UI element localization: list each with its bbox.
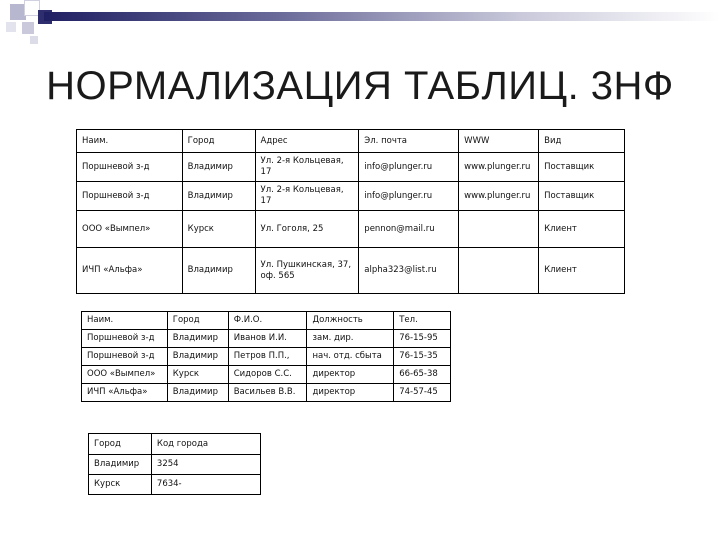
decor-square [22,22,34,34]
table-cell: нач. отд. сбыта [307,348,394,366]
table-cell: 76-15-35 [394,348,451,366]
column-header: Наим. [77,130,183,153]
table-row [82,384,451,402]
table-cell: Курск [89,475,152,495]
table-row [77,182,625,211]
table-cell: Владимир [167,384,228,402]
header-gradient-bar [44,12,720,21]
column-header: Код города [151,434,260,455]
organizations-table [76,129,625,294]
table-cell: Ул. Гоголя, 25 [255,211,359,248]
table-cell: директор [307,366,394,384]
table-cell: 74-57-45 [394,384,451,402]
table-row [77,211,625,248]
table-cell: Поршневой з-д [77,182,183,211]
table-cell: Клиент [539,211,625,248]
table-cell: Ул. 2-я Кольцевая, 17 [255,182,359,211]
table-row [77,153,625,182]
table-cell: ООО «Вымпел» [82,366,168,384]
table-cell: info@plunger.ru [359,153,459,182]
table-cell: Владимир [182,153,255,182]
table-row [82,366,451,384]
decor-square [6,22,16,32]
table-header-row [77,130,625,153]
table-cell: Владимир [167,330,228,348]
contacts-table [81,311,451,402]
table-cell: Петров П.П., [228,348,307,366]
table-row [82,348,451,366]
table-header-row [89,434,261,455]
table-cell: 76-15-95 [394,330,451,348]
table-cell: pennon@mail.ru [359,211,459,248]
table-cell: Поршневой з-д [82,348,168,366]
table-cell: Клиент [539,248,625,294]
table-cell: Владимир [167,348,228,366]
table-cell: Поршневой з-д [77,153,183,182]
table-cell: alpha323@list.ru [359,248,459,294]
column-header: Эл. почта [359,130,459,153]
table-cell: Владимир [89,455,152,475]
table-cell: 66-65-38 [394,366,451,384]
column-header: Наим. [82,312,168,330]
table-cell: Владимир [182,248,255,294]
table-row [82,330,451,348]
table-row [89,455,261,475]
table-cell: зам. дир. [307,330,394,348]
table-cell: Курск [167,366,228,384]
table-cell: www.plunger.ru [459,153,539,182]
table-cell [459,211,539,248]
table-row [77,248,625,294]
table-cell: Васильев В.В. [228,384,307,402]
table-cell: Ул. 2-я Кольцевая, 17 [255,153,359,182]
slide-title: НОРМАЛИЗАЦИЯ ТАБЛИЦ. 3НФ [46,64,674,108]
table-cell: ООО «Вымпел» [77,211,183,248]
decor-square [30,36,38,44]
table-cell: директор [307,384,394,402]
column-header: Ф.И.О. [228,312,307,330]
column-header: Город [89,434,152,455]
table-cell: Сидоров С.С. [228,366,307,384]
table-cell: info@plunger.ru [359,182,459,211]
city-codes-table [88,433,261,495]
column-header: Вид [539,130,625,153]
table-cell: Поставщик [539,182,625,211]
table-row [89,475,261,495]
table-cell: Поршневой з-д [82,330,168,348]
table-cell: Поставщик [539,153,625,182]
table-cell: ИЧП «Альфа» [82,384,168,402]
column-header: Адрес [255,130,359,153]
table-cell: Иванов И.И. [228,330,307,348]
column-header: WWW [459,130,539,153]
column-header: Тел. [394,312,451,330]
column-header: Город [182,130,255,153]
column-header: Должность [307,312,394,330]
table-cell: 3254 [151,455,260,475]
table-cell: www.plunger.ru [459,182,539,211]
table-cell: ИЧП «Альфа» [77,248,183,294]
column-header: Город [167,312,228,330]
table-cell: Ул. Пушкинская, 37, оф. 565 [255,248,359,294]
table-cell: Курск [182,211,255,248]
table-cell: 7634- [151,475,260,495]
table-cell [459,248,539,294]
table-header-row [82,312,451,330]
table-cell: Владимир [182,182,255,211]
